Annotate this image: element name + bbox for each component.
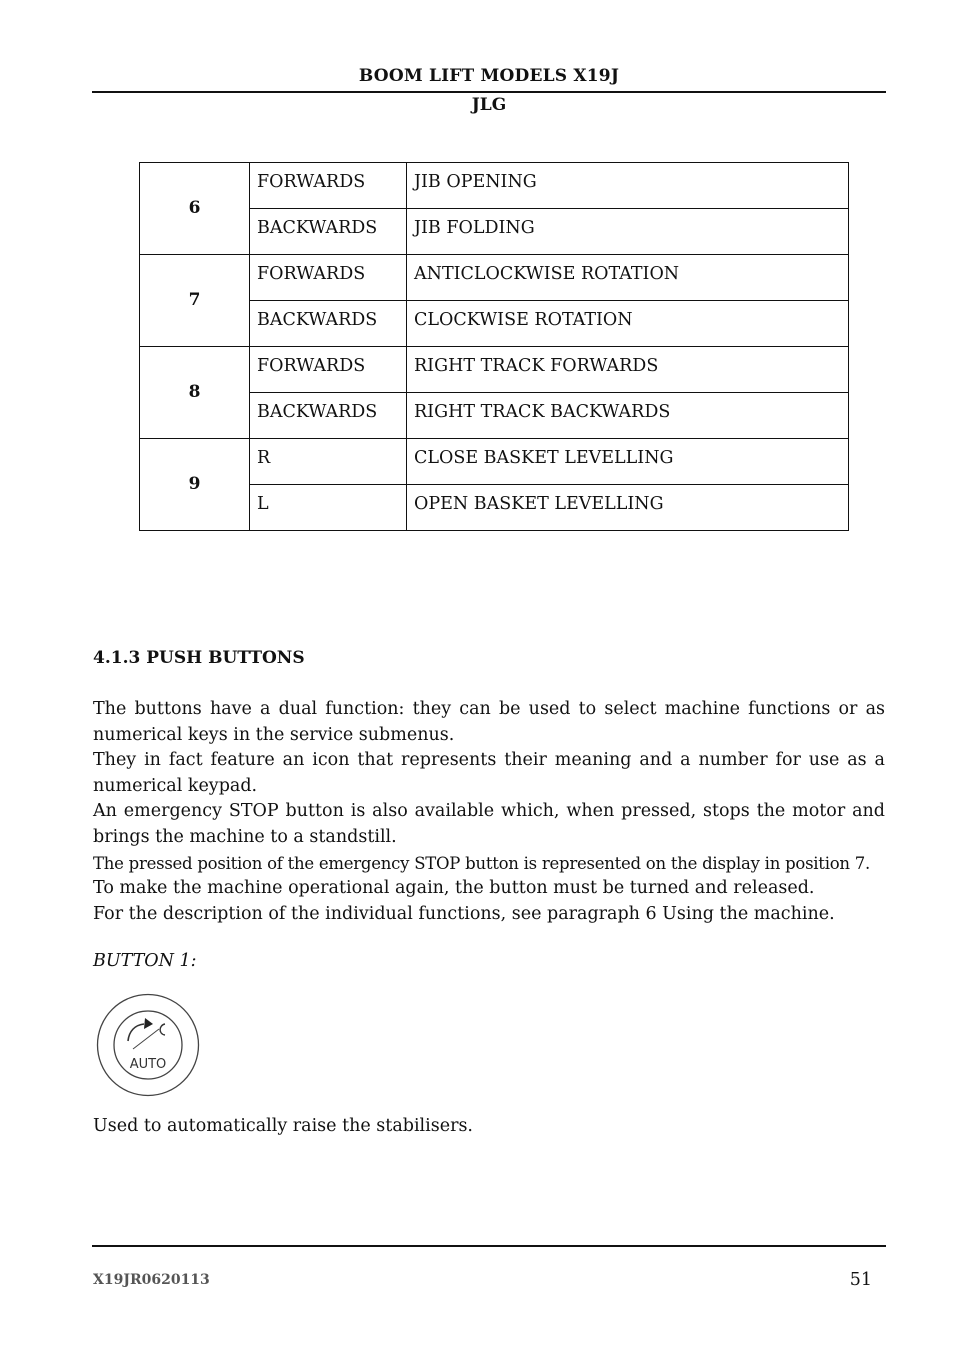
paragraph: The pressed position of the emergency STOP button is represented on the display in position 7.: [93, 853, 871, 873]
table-row: [140, 439, 849, 485]
footer-rule: [92, 1245, 886, 1247]
function-cell: RIGHT TRACK FORWARDS: [407, 347, 849, 393]
direction-cell: FORWARDS: [250, 347, 407, 393]
table-row: [140, 255, 849, 301]
function-cell: JIB FOLDING: [407, 209, 849, 255]
function-cell: CLOSE BASKET LEVELLING: [407, 439, 849, 485]
direction-cell: FORWARDS: [250, 255, 407, 301]
joystick-function-table: [139, 162, 849, 531]
header-rule: [92, 91, 886, 93]
direction-cell: BACKWARDS: [250, 301, 407, 347]
function-cell: CLOCKWISE ROTATION: [407, 301, 849, 347]
auto-stabilisers-icon: [95, 993, 201, 1097]
document-title: BOOM LIFT MODELS X19J: [358, 66, 620, 86]
control-number: 7: [140, 255, 250, 347]
table-row: [140, 347, 849, 393]
function-cell: ANTICLOCKWISE ROTATION: [407, 255, 849, 301]
direction-cell: R: [250, 439, 407, 485]
section-body: [93, 697, 885, 927]
button-description: Used to automatically raise the stabilisers.: [93, 1116, 473, 1136]
function-cell: OPEN BASKET LEVELLING: [407, 485, 849, 531]
direction-cell: BACKWARDS: [250, 209, 407, 255]
paragraph: They in fact feature an icon that represents their meaning and a number for use as a numerical keypad.: [93, 750, 885, 796]
table-row: [140, 163, 849, 209]
paragraph: For the description of the individual functions, see paragraph 6 Using the machine.: [93, 903, 835, 924]
function-cell: RIGHT TRACK BACKWARDS: [407, 393, 849, 439]
document-code: X19JR0620113: [93, 1272, 210, 1288]
section-heading: 4.1.3 PUSH BUTTONS: [93, 648, 305, 668]
document-brand: JLG: [471, 95, 507, 115]
direction-cell: BACKWARDS: [250, 393, 407, 439]
direction-cell: FORWARDS: [250, 163, 407, 209]
auto-label: AUTO: [129, 1057, 167, 1072]
control-number: 6: [140, 163, 250, 255]
paragraph: An emergency STOP button is also available which, when pressed, stops the motor and brings the machine to a standstill.: [93, 801, 885, 847]
function-cell: JIB OPENING: [407, 163, 849, 209]
paragraph: The buttons have a dual function: they can be used to select machine functions or as numerical keys in the service submenus.: [93, 699, 885, 745]
direction-cell: L: [250, 485, 407, 531]
control-number: 9: [140, 439, 250, 531]
page-number: 51: [849, 1270, 872, 1290]
button-caption: BUTTON 1:: [93, 951, 197, 971]
paragraph: To make the machine operational again, the button must be turned and released.: [93, 878, 815, 899]
control-number: 8: [140, 347, 250, 439]
